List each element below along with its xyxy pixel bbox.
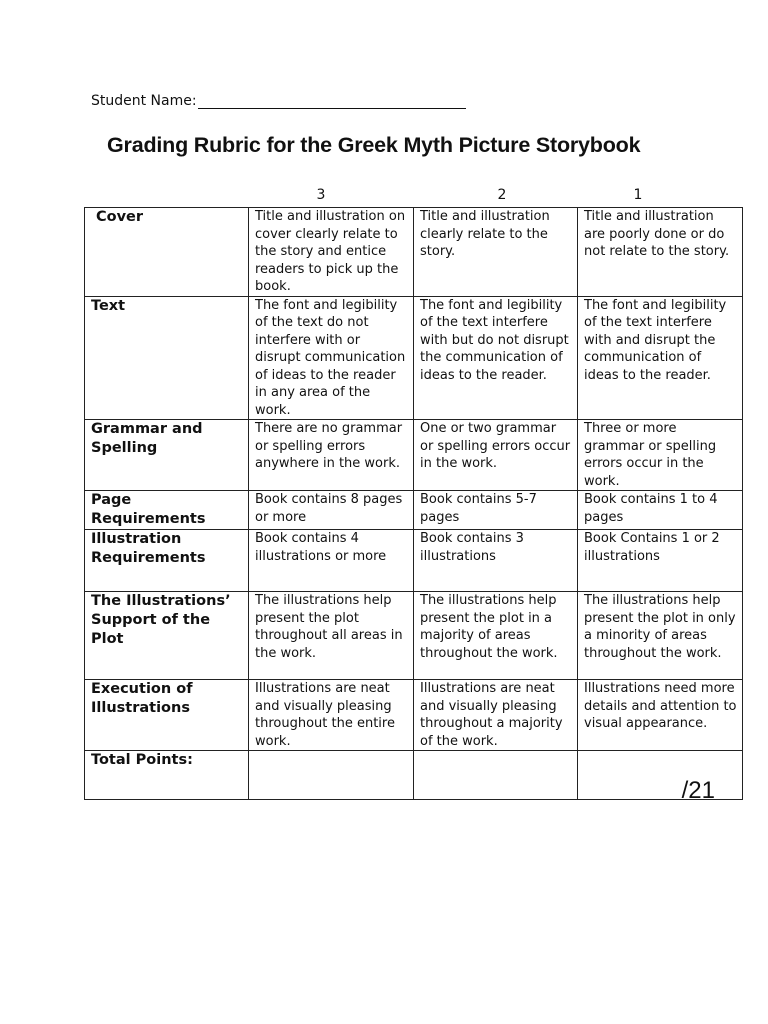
total-score-cell xyxy=(578,751,743,800)
rubric-cell-score-1: The illustrations help present the plot in only a minority of areas throughout the work. xyxy=(578,592,743,680)
criterion-cell: Execution of Illustrations xyxy=(85,680,249,751)
criterion-cell: Text xyxy=(85,296,249,420)
criterion-cell: Page Requirements xyxy=(85,491,249,530)
rubric-cell-score-2: The font and legibility of the text interfere with but do not disrupt the communication of ideas to the reader. xyxy=(414,296,578,420)
rubric-row-page-requirements xyxy=(85,491,743,530)
rubric-row-illustration-requirements xyxy=(85,530,743,592)
rubric-cell-score-3: Book contains 8 pages or more xyxy=(249,491,414,530)
rubric-cell-score-2: Book contains 3 illustrations xyxy=(414,530,578,592)
rubric-cell-score-1: Illustrations need more details and attention to visual appearance. xyxy=(578,680,743,751)
total-points-value: /21 xyxy=(681,776,715,800)
rubric-cell-score-2: One or two grammar or spelling errors occur in the work. xyxy=(414,420,578,491)
rubric-table xyxy=(84,207,743,800)
rubric-cell-score-1: Three or more grammar or spelling errors occur in the work. xyxy=(578,420,743,491)
total-points-label: Total Points: xyxy=(85,751,249,800)
criterion-cell: Cover xyxy=(85,208,249,297)
criterion-cell: Grammar and Spelling xyxy=(85,420,249,491)
student-name-blank-line xyxy=(198,94,466,109)
criterion-cell: The Illustrations’ Support of the Plot xyxy=(85,592,249,680)
rubric-cell-score-2: Title and illustration clearly relate to the story. xyxy=(414,208,578,297)
student-name-label: Student Name: xyxy=(91,93,197,109)
page-title: Grading Rubric for the Greek Myth Picture Storybook xyxy=(107,133,641,157)
rubric-cell-score-2: Illustrations are neat and visually pleasing throughout a majority of the work. xyxy=(414,680,578,751)
total-blank-cell xyxy=(414,751,578,800)
rubric-cell-score-2: Book contains 5-7 pages xyxy=(414,491,578,530)
rubric-cell-score-3: Book contains 4 illustrations or more xyxy=(249,530,414,592)
rubric-cell-score-3: The illustrations help present the plot throughout all areas in the work. xyxy=(249,592,414,680)
rubric-row-text xyxy=(85,296,743,420)
score-column-header-2: 2 xyxy=(497,187,507,203)
student-name-field xyxy=(91,93,466,109)
rubric-row-illustrations-support xyxy=(85,592,743,680)
total-blank-cell xyxy=(249,751,414,800)
criterion-cell: Illustration Requirements xyxy=(85,530,249,592)
rubric-cell-score-3: Title and illustration on cover clearly relate to the story and entice readers to pick up the book. xyxy=(249,208,414,297)
rubric-cell-score-3: The font and legibility of the text do not interfere with or disrupt communication of ideas to the reader in any area of the work. xyxy=(249,296,414,420)
rubric-cell-score-3: There are no grammar or spelling errors anywhere in the work. xyxy=(249,420,414,491)
rubric-row-cover xyxy=(85,208,743,297)
score-column-header-3: 3 xyxy=(316,187,326,203)
rubric-cell-score-2: The illustrations help present the plot in a majority of areas throughout the work. xyxy=(414,592,578,680)
rubric-cell-score-1: Title and illustration are poorly done or do not relate to the story. xyxy=(578,208,743,297)
rubric-cell-score-1: The font and legibility of the text interfere with and disrupt the communication of ideas to the reader. xyxy=(578,296,743,420)
rubric-row-total xyxy=(85,751,743,800)
rubric-row-execution-illustrations xyxy=(85,680,743,751)
rubric-cell-score-1: Book contains 1 to 4 pages xyxy=(578,491,743,530)
rubric-cell-score-1: Book Contains 1 or 2 illustrations xyxy=(578,530,743,592)
rubric-row-grammar-spelling xyxy=(85,420,743,491)
score-column-header-1: 1 xyxy=(633,187,643,203)
rubric-cell-score-3: Illustrations are neat and visually pleasing throughout the entire work. xyxy=(249,680,414,751)
